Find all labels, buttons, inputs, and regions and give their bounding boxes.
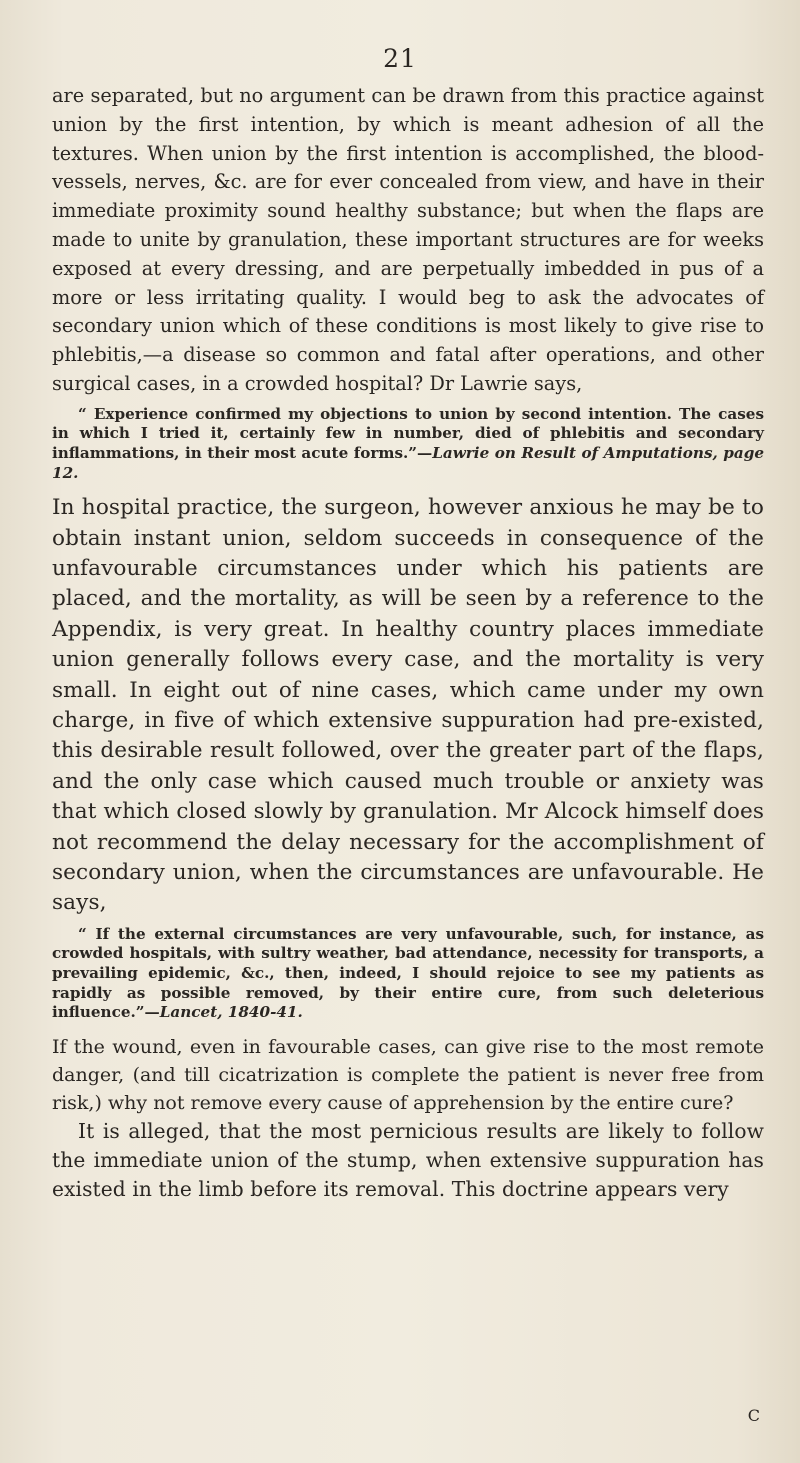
signature-mark: C (747, 1406, 760, 1425)
quote-lawrie-citation: Lawrie on Result of Amputations, page 12. (52, 443, 764, 482)
paragraph-secondary-union: are separated, but no argument can be drawn from this practice against union by the first intention, by which is meant adhesion of all the textures. When union by the first intention is accomplished, the blood-vessels, nerves, &c. are for ever concealed from view, and have in their immediate proximity sound healthy substance; but when the flaps are made to unite by granulation, these important structures are for weeks exposed at every dressing, and are perpetually imbedded in pus of a more or less irritating quality. I would beg to ask the advocates of secondary union which of these conditions is most likely to give rise to phlebitis,—a disease so common and fatal after operations, and other surgical cases, in a crowded hospital? Dr Lawrie says, (52, 84, 764, 395)
paragraph-hospital-practice: In hospital practice, the surgeon, however anxious he may be to obtain instant union, seldom succeeds in consequence of the unfavourable circumstances under which his patients are placed, and the mortality, as will be seen by a reference to the Appendix, is very great. In healthy country places immediate union generally follows every case, and the mortality is very small. In eight out of nine cases, which came under my own charge, in five of which extensive suppuration had pre-existed, this desirable result followed, over the greater part of the flaps, and the only case which caused much trouble or anxiety was that which closed slowly by granulation. Mr Alcock himself does not recommend the delay necessary for the accomplishment of secondary union, when the circumstances are unfavourable. He says, (52, 495, 764, 916)
quote-alcock-citation: Lancet, 1840-41. (159, 1003, 303, 1022)
quote-alcock (52, 925, 764, 1023)
page-number: 21 (383, 44, 417, 73)
paragraph-pernicious-results: It is alleged, that the most pernicious results are likely to follow the immediate union of the stump, when extensive suppuration has existed in the limb before its removal. This doctrine appears very (52, 1118, 764, 1201)
quote-lawrie-text: “ Experience confirmed my objections to union by second intention. The cases in which I tried it, certainly few in number, died of phlebitis and secondary inflammations, in their most acute forms.”— (52, 404, 764, 462)
page-text (52, 82, 764, 1204)
paragraph-favourable-cases: If the wound, even in favourable cases, can give rise to the most remote danger, (and till cicatrization is complete the patient is never free from risk,) why not remove every cause of apprehension by the entire cure? (52, 1035, 764, 1114)
quote-lawrie (52, 405, 764, 483)
quote-alcock-text: “ If the external circumstances are very unfavourable, such, for instance, as crowded hospitals, with sultry weather, bad attendance, necessity for transports, a prevailing epidemic, &c., then, indeed, I should rejoice to see my patients as rapidly as possible removed, by their entire cure, from such deleterious influence.”— (52, 924, 764, 1022)
